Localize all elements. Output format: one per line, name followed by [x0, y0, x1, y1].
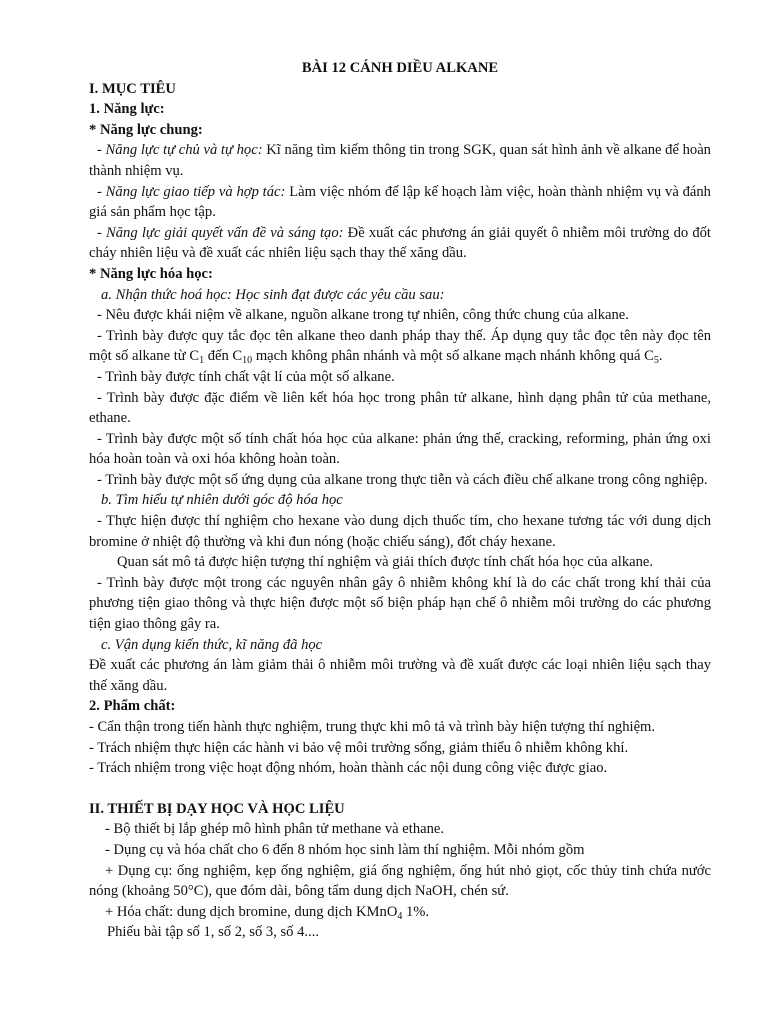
list-item: - Trách nhiệm thực hiện các hành vi bảo vệ môi trường sống, giảm thiểu ô nhiễm không khí.: [89, 739, 629, 756]
section-heading-thiet-bi: II. THIẾT BỊ DẠY HỌC VÀ HỌC LIỆU: [89, 800, 345, 817]
list-item: - Trách nhiệm trong việc hoạt động nhóm, hoàn thành các nội dung công việc được giao.: [89, 760, 608, 777]
list-item: - Bộ thiết bị lắp ghép mô hình phân tử methane và ethane.: [105, 821, 445, 838]
list-item-dung-cu: + Dụng cụ: ống nghiệm, kẹp ống nghiệm, giá ống nghiệm, ống hút nhỏ giọt, cốc thủy tinh chứa nước nóng (khoảng 50°C), que đóm dài, bông tẩm dung dịch NaOH, chén sứ.: [89, 862, 711, 900]
list-item: Quan sát mô tả được hiện tượng thí nghiệm và giải thích được tính chất hóa học của alkane.: [117, 554, 654, 571]
list-item: - Thực hiện được thí nghiệm cho hexane vào dung dịch thuốc tím, cho hexane tương tác với dung dịch bromine ở nhiệt độ thường và khi đun nóng (hoặc chiếu sáng), đốt cháy hexane.: [89, 513, 711, 550]
list-item-phieu-bai-tap: Phiếu bài tập số 1, số 2, số 3, số 4....: [107, 924, 320, 941]
subheading-nang-luc: 1. Năng lực:: [89, 101, 165, 118]
list-item-quy-tac: - Trình bày được quy tắc đọc tên alkane theo danh pháp thay thế. Áp dụng quy tắc đọc tên này đọc tên một số alkane từ $C_1$ đến $C_{10}$ mạch không phân nhánh và một số alkane mạch nhánh không quá $C_5$.: [89, 327, 711, 367]
list-item: - Dụng cụ và hóa chất cho 6 đến 8 nhóm học sinh làm thí nghiệm. Mỗi nhóm gồm: [105, 841, 585, 858]
paragraph-tu-chu: - Năng lực tự chủ và tự học: Kĩ năng tìm kiếm thông tin trong SGK, quan sát hình ảnh về alkane để hoàn thành nhiệm vụ.: [89, 142, 711, 179]
list-item: - Cẩn thận trong tiến hành thực nghiệm, trung thực khi mô tả và trình bày hiện tượng thí nghiệm.: [89, 719, 656, 735]
list-item: - Trình bày được một số tính chất hóa học của alkane: phản ứng thế, cracking, reforming, phản ứng oxi hóa hoàn toàn và oxi hóa không hoàn toàn.: [89, 430, 711, 468]
paragraph-van-dung: Đề xuất các phương án làm giảm thải ô nhiễm môi trường và đề xuất được các loại nhiên liệu sạch thay thế xăng dầu.: [89, 657, 711, 694]
subheading-pham-chat: 2. Phẩm chất:: [89, 698, 176, 715]
subheading-van-dung: c. Vận dụng kiến thức, kĩ năng đã học: [101, 636, 323, 653]
list-item: - Nêu được khái niệm về alkane, nguồn alkane trong tự nhiên, công thức chung của alkane.: [97, 307, 629, 324]
list-item: - Trình bày được một trong các nguyên nhân gây ô nhiễm không khí là do các chất trong khí thải của phương tiện giao thông và thực hiện được một số biện pháp hạn chế ô nhiễm môi trường do các phương tiện giao thông gây ra.: [89, 574, 711, 633]
section-heading-muc-tieu: I. MỤC TIÊU: [89, 80, 176, 97]
list-item: - Trình bày được đặc điểm về liên kết hóa học trong phân tử alkane, hình dạng phân tử của methane, ethane.: [89, 389, 711, 427]
list-item: - Trình bày được một số ứng dụng của alkane trong thực tiễn và cách điều chế alkane trong công nghiệp.: [97, 471, 708, 488]
subheading-nang-luc-chung: * Năng lực chung:: [89, 121, 203, 138]
list-item: - Trình bày được tính chất vật lí của một số alkane.: [97, 368, 395, 385]
subheading-nang-luc-hoa-hoc: * Năng lực hóa học:: [89, 265, 213, 282]
list-item-hoa-chat: + Hóa chất: dung dịch bromine, dung dịch KMnO$_4$ 1%.: [105, 903, 430, 922]
subheading-nhan-thuc: a. Nhận thức hoá học: Học sinh đạt được các yêu cầu sau:: [101, 286, 445, 303]
document-title: BÀI 12 CÁNH DIỀU ALKANE: [301, 60, 499, 76]
paragraph-giai-quyet: - Năng lực giải quyết vấn đề và sáng tạo: Đề xuất các phương án giải quyết ô nhiễm môi trường do đốt cháy nhiên liệu và đề xuất các nhiên liệu sạch thay thế xăng dầu.: [89, 224, 711, 262]
spacer: [89, 779, 711, 799]
paragraph-giao-tiep: - Năng lực giao tiếp và hợp tác: Làm việc nhóm để lập kế hoạch làm việc, hoàn thành nhiệm vụ và đánh giá sản phẩm học tập.: [89, 183, 711, 221]
subheading-tim-hieu: b. Tìm hiểu tự nhiên dưới góc độ hóa học: [101, 492, 343, 509]
